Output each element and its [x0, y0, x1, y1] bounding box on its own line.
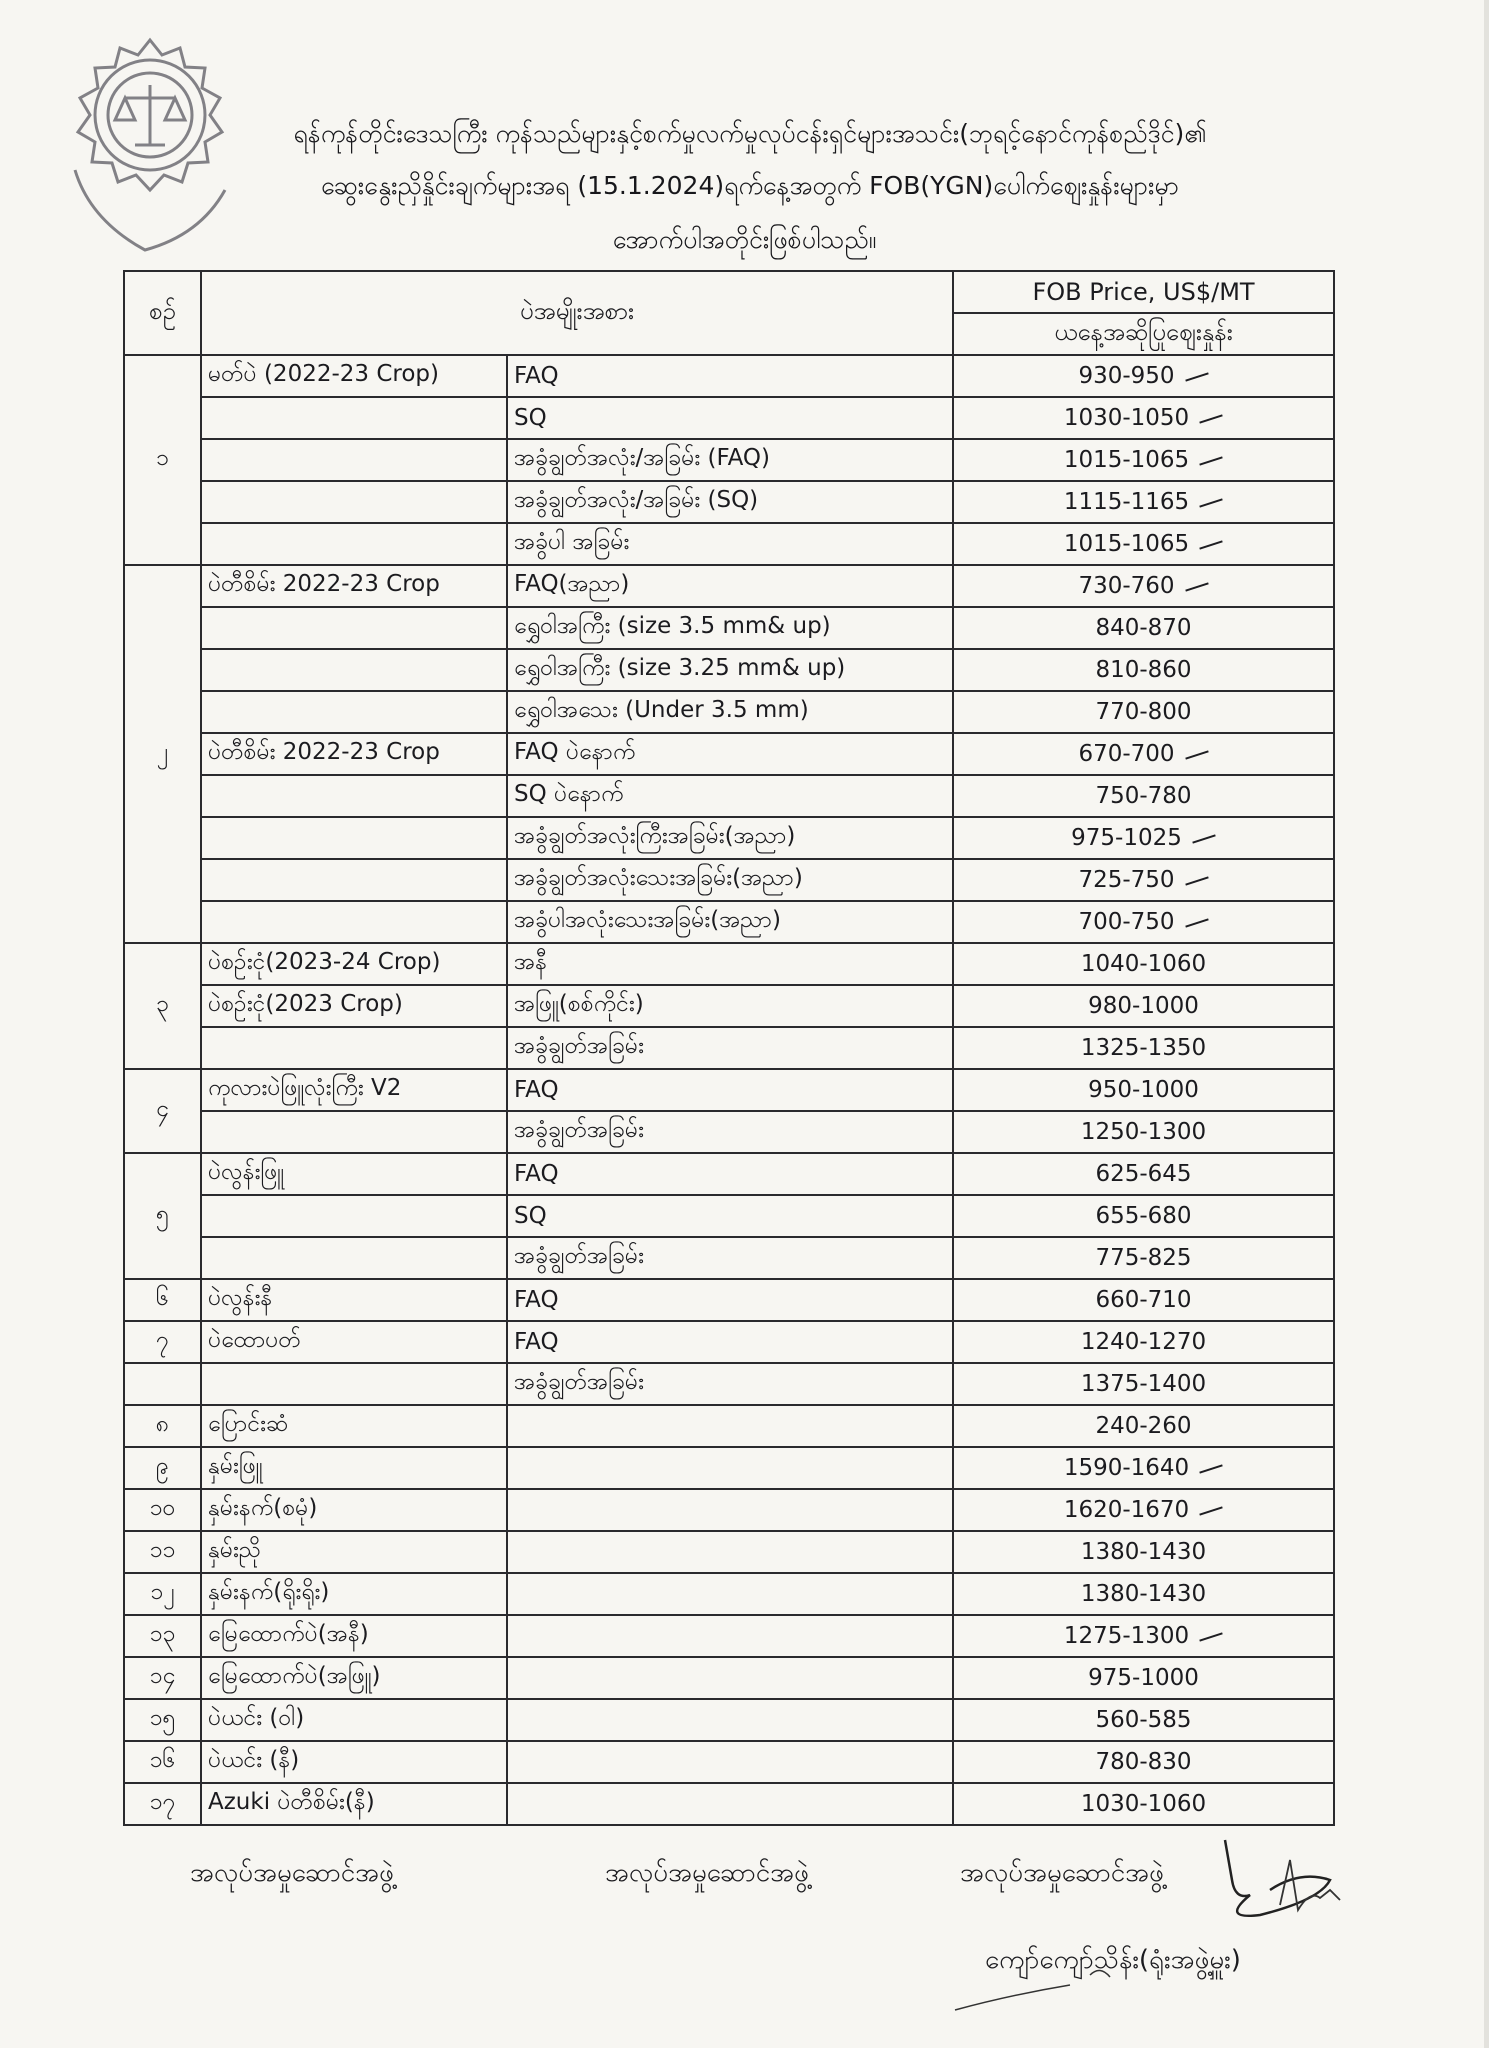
item-name: နှမ်းဖြူ	[201, 1447, 507, 1489]
handwritten-signature	[1180, 1820, 1380, 1930]
item-price-cell	[953, 607, 1334, 649]
row-number: ၂	[124, 565, 201, 943]
item-price: 1325-1350	[1080, 1035, 1207, 1061]
item-name: ပဲထောပတ်	[201, 1321, 507, 1363]
table-row	[124, 1699, 1334, 1741]
item-price-cell	[953, 1531, 1334, 1573]
item-price-cell	[953, 1363, 1334, 1405]
table-row	[124, 901, 1334, 943]
item-price: 730-760	[1078, 573, 1175, 599]
item-price: 780-830	[1095, 1749, 1192, 1775]
item-grade: ရွှေဝါအသေး (Under 3.5 mm)	[507, 691, 953, 733]
table-row	[124, 649, 1334, 691]
item-price-cell	[953, 1195, 1334, 1237]
item-name	[201, 1027, 507, 1069]
item-price-cell	[953, 523, 1334, 565]
item-price: 625-645	[1095, 1161, 1192, 1187]
col-price-subheader: ယနေ့အဆိုပြုဈေးနှုန်း	[953, 313, 1334, 355]
check-mark-icon	[1199, 1464, 1222, 1473]
item-grade	[507, 1405, 953, 1447]
item-name: ပဲတီစိမ်း 2022-23 Crop	[201, 565, 507, 607]
item-grade: အခွံပါအလုံးသေးအခြမ်း(အညာ)	[507, 901, 953, 943]
item-name: ပြောင်းဆံ	[201, 1405, 507, 1447]
item-price-cell	[953, 565, 1334, 607]
item-price-cell	[953, 397, 1334, 439]
item-name: ကုလားပဲဖြူလုံးကြီး V2	[201, 1069, 507, 1111]
item-name	[201, 481, 507, 523]
item-grade: အခွံပါ အခြမ်း	[507, 523, 953, 565]
table-row	[124, 1027, 1334, 1069]
table-row	[124, 691, 1334, 733]
signature-role-1: အလုပ်အမှုဆောင်အဖွဲ့	[190, 1858, 394, 1888]
item-price-cell	[953, 1657, 1334, 1699]
item-price-cell	[953, 1741, 1334, 1783]
row-number: ၃	[124, 943, 201, 1069]
row-number: ၁၄	[124, 1657, 201, 1699]
item-grade: FAQ	[507, 1153, 953, 1195]
item-price: 1275-1300	[1063, 1623, 1190, 1649]
col-no-header: စဉ်	[124, 271, 201, 355]
item-name	[201, 439, 507, 481]
item-name: နှမ်းနက်(ရိုးရိုး)	[201, 1573, 507, 1615]
table-row	[124, 439, 1334, 481]
check-mark-icon	[1199, 1632, 1222, 1641]
item-price: 770-800	[1095, 699, 1192, 725]
item-name: ပဲလွန်းနီ	[201, 1279, 507, 1321]
item-price: 950-1000	[1088, 1077, 1199, 1103]
table-row	[124, 1489, 1334, 1531]
check-mark-icon	[1199, 540, 1222, 549]
table-row	[124, 1741, 1334, 1783]
row-number: ၁၇	[124, 1783, 201, 1825]
table-row	[124, 1321, 1334, 1363]
item-price-cell	[953, 481, 1334, 523]
item-price-cell	[953, 1237, 1334, 1279]
table-row	[124, 775, 1334, 817]
item-name	[201, 817, 507, 859]
table-row	[124, 523, 1334, 565]
item-price: 1380-1430	[1080, 1581, 1207, 1607]
item-price-cell	[953, 1321, 1334, 1363]
item-price-cell	[953, 733, 1334, 775]
item-price: 1380-1430	[1080, 1539, 1207, 1565]
table-row	[124, 817, 1334, 859]
item-name	[201, 523, 507, 565]
item-price: 700-750	[1078, 909, 1175, 935]
item-price-cell	[953, 775, 1334, 817]
check-mark-icon	[1192, 834, 1215, 843]
item-price: 1030-1060	[1080, 1791, 1207, 1817]
page-edge	[1484, 0, 1489, 2048]
item-grade	[507, 1783, 953, 1825]
item-price-cell	[953, 859, 1334, 901]
item-price-cell	[953, 943, 1334, 985]
item-price: 1590-1640	[1063, 1455, 1190, 1481]
price-table	[123, 270, 1335, 1826]
table-header-row	[124, 271, 1334, 313]
table-row	[124, 1363, 1334, 1405]
pen-scribble	[950, 1955, 1130, 2015]
item-grade: SQ	[507, 397, 953, 439]
row-number: ၉	[124, 1447, 201, 1489]
item-price: 1040-1060	[1080, 951, 1207, 977]
item-price-cell	[953, 901, 1334, 943]
table-row	[124, 1573, 1334, 1615]
item-grade: FAQ	[507, 1069, 953, 1111]
item-name: နှမ်းညို	[201, 1531, 507, 1573]
item-name	[201, 775, 507, 817]
item-grade: အခွံချွတ်အလုံးကြီးအခြမ်း(အညာ)	[507, 817, 953, 859]
item-grade: ရွှေဝါအကြီး (size 3.5 mm& up)	[507, 607, 953, 649]
item-name: မြေထောက်ပဲ(အဖြူ)	[201, 1657, 507, 1699]
signature-role-2: အလုပ်အမှုဆောင်အဖွဲ့	[605, 1858, 809, 1888]
check-mark-icon	[1185, 750, 1208, 759]
table-row	[124, 607, 1334, 649]
item-grade: SQ	[507, 1195, 953, 1237]
check-mark-icon	[1185, 582, 1208, 591]
item-price: 670-700	[1078, 741, 1175, 767]
row-number	[124, 1363, 201, 1405]
item-name	[201, 649, 507, 691]
item-name	[201, 1195, 507, 1237]
check-mark-icon	[1199, 414, 1222, 423]
table-row	[124, 355, 1334, 397]
item-grade: FAQ	[507, 1321, 953, 1363]
item-price: 975-1025	[1071, 825, 1182, 851]
signature-role-3: အလုပ်အမှုဆောင်အဖွဲ့	[960, 1858, 1164, 1888]
signer-name: ကျော်ကျော်သိန်း(ရုံးအဖွဲ့မှူး)	[985, 1945, 1241, 1975]
table-row	[124, 1111, 1334, 1153]
item-grade: SQ ပဲနောက်	[507, 775, 953, 817]
item-name: နှမ်းနက်(စမုံ)	[201, 1489, 507, 1531]
item-name	[201, 397, 507, 439]
item-price-cell	[953, 1279, 1334, 1321]
table-row	[124, 1531, 1334, 1573]
item-name: Azuki ပဲတီစိမ်း(နီ)	[201, 1783, 507, 1825]
item-grade: အခွံချွတ်အလုံး/အခြမ်း (FAQ)	[507, 439, 953, 481]
check-mark-icon	[1185, 372, 1208, 381]
item-price-cell	[953, 355, 1334, 397]
item-price: 975-1000	[1088, 1665, 1199, 1691]
item-price: 1240-1270	[1080, 1329, 1207, 1355]
item-grade: အခွံချွတ်အခြမ်း	[507, 1237, 953, 1279]
item-price: 980-1000	[1088, 993, 1199, 1019]
table-row	[124, 1615, 1334, 1657]
item-name	[201, 1237, 507, 1279]
header-line-1: ရန်ကုန်တိုင်းဒေသကြီး ကုန်သည်များနှင့်စက်မှုလက်မှုလုပ်ငန်းရှင်များအသင်း(ဘုရင့်နောင်ကုန်စည်ဒိုင်)၏	[293, 119, 1207, 148]
table-row	[124, 1657, 1334, 1699]
table-row	[124, 943, 1334, 985]
row-number: ၁၀	[124, 1489, 201, 1531]
row-number: ၁၅	[124, 1699, 201, 1741]
row-number: ၆	[124, 1279, 201, 1321]
item-price: 1250-1300	[1080, 1119, 1207, 1145]
item-price-cell	[953, 1489, 1334, 1531]
row-number: ၁၆	[124, 1741, 201, 1783]
item-grade: အနီ	[507, 943, 953, 985]
check-mark-icon	[1185, 918, 1208, 927]
item-price: 655-680	[1095, 1203, 1192, 1229]
item-grade: FAQ	[507, 355, 953, 397]
header-line-3: အောက်ပါအတိုင်းဖြစ်ပါသည်။	[612, 225, 877, 254]
item-price: 750-780	[1095, 783, 1192, 809]
table-row	[124, 397, 1334, 439]
row-number: ၈	[124, 1405, 201, 1447]
item-price: 930-950	[1078, 363, 1175, 389]
table-row	[124, 1279, 1334, 1321]
item-price-cell	[953, 1111, 1334, 1153]
item-price: 1030-1050	[1063, 405, 1190, 431]
item-price: 1015-1065	[1063, 447, 1190, 473]
row-number: ၁၁	[124, 1531, 201, 1573]
item-name	[201, 1111, 507, 1153]
item-price-cell	[953, 1405, 1334, 1447]
table-row	[124, 1447, 1334, 1489]
item-name: ပဲယင်း (နီ)	[201, 1741, 507, 1783]
check-mark-icon	[1199, 1506, 1222, 1515]
table-row	[124, 1405, 1334, 1447]
item-price-cell	[953, 649, 1334, 691]
item-price-cell	[953, 985, 1334, 1027]
col-item-header: ပဲအမျိုးအစား	[201, 271, 953, 355]
item-price-cell	[953, 1447, 1334, 1489]
item-grade: အခွံချွတ်အလုံးသေးအခြမ်း(အညာ)	[507, 859, 953, 901]
row-number: ၁	[124, 355, 201, 565]
table-row	[124, 985, 1334, 1027]
item-grade	[507, 1531, 953, 1573]
row-number: ၇	[124, 1321, 201, 1363]
item-price: 1375-1400	[1080, 1371, 1207, 1397]
item-price-cell	[953, 439, 1334, 481]
row-number: ၁၂	[124, 1573, 201, 1615]
item-grade: အခွံချွတ်အခြမ်း	[507, 1111, 953, 1153]
item-price-cell	[953, 691, 1334, 733]
table-row	[124, 1069, 1334, 1111]
item-price: 840-870	[1095, 615, 1192, 641]
item-price-cell	[953, 1027, 1334, 1069]
row-number: ၅	[124, 1153, 201, 1279]
check-mark-icon	[1199, 456, 1222, 465]
table-row	[124, 481, 1334, 523]
item-price: 810-860	[1095, 657, 1192, 683]
item-grade	[507, 1489, 953, 1531]
item-grade: FAQ(အညာ)	[507, 565, 953, 607]
item-name: ပဲလွန်းဖြူ	[201, 1153, 507, 1195]
item-price-cell	[953, 1069, 1334, 1111]
item-name	[201, 1363, 507, 1405]
item-grade	[507, 1573, 953, 1615]
item-price-cell	[953, 1573, 1334, 1615]
check-mark-icon	[1199, 498, 1222, 507]
row-number: ၄	[124, 1069, 201, 1153]
item-grade: အခွံချွတ်အလုံး/အခြမ်း (SQ)	[507, 481, 953, 523]
item-price: 775-825	[1095, 1245, 1192, 1271]
item-name: မြေထောက်ပဲ(အနီ)	[201, 1615, 507, 1657]
item-grade	[507, 1657, 953, 1699]
item-name	[201, 859, 507, 901]
item-grade	[507, 1699, 953, 1741]
item-price-cell	[953, 817, 1334, 859]
item-price-cell	[953, 1153, 1334, 1195]
item-name: မတ်ပဲ (2022-23 Crop)	[201, 355, 507, 397]
item-grade	[507, 1615, 953, 1657]
item-price: 1115-1165	[1063, 489, 1190, 515]
item-price-cell	[953, 1615, 1334, 1657]
table-row	[124, 859, 1334, 901]
col-price-header: FOB Price, US$/MT	[953, 271, 1334, 313]
item-grade	[507, 1447, 953, 1489]
check-mark-icon	[1185, 876, 1208, 885]
row-number: ၁၃	[124, 1615, 201, 1657]
item-grade	[507, 1741, 953, 1783]
item-price: 240-260	[1095, 1413, 1192, 1439]
item-grade: ရွှေဝါအကြီး (size 3.25 mm& up)	[507, 649, 953, 691]
item-price: 1620-1670	[1063, 1497, 1190, 1523]
item-name	[201, 607, 507, 649]
item-name: ပဲတီစိမ်း 2022-23 Crop	[201, 733, 507, 775]
table-row	[124, 565, 1334, 607]
item-grade: FAQ ပဲနောက်	[507, 733, 953, 775]
item-price: 725-750	[1078, 867, 1175, 893]
table-row	[124, 1195, 1334, 1237]
table-row	[124, 733, 1334, 775]
item-price-cell	[953, 1783, 1334, 1825]
item-grade: အခွံချွတ်အခြမ်း	[507, 1363, 953, 1405]
item-grade: အဖြူ(စစ်ကိုင်း)	[507, 985, 953, 1027]
item-price: 560-585	[1095, 1707, 1192, 1733]
item-price: 1015-1065	[1063, 531, 1190, 557]
item-name: ပဲယင်း (ဝါ)	[201, 1699, 507, 1741]
item-grade: FAQ	[507, 1279, 953, 1321]
item-name	[201, 901, 507, 943]
item-grade: အခွံချွတ်အခြမ်း	[507, 1027, 953, 1069]
header-line-2: ဆွေးနွေးညှိနှိုင်းချက်များအရ (15.1.2024)ရက်နေ့အတွက် FOB(YGN)ပေါက်ဈေးနှုန်းများမှာ	[321, 171, 1179, 200]
table-row	[124, 1783, 1334, 1825]
item-name: ပဲစဉ်းငုံ(2023-24 Crop)	[201, 943, 507, 985]
table-row	[124, 1153, 1334, 1195]
item-price: 660-710	[1095, 1287, 1192, 1313]
item-name	[201, 691, 507, 733]
table-row	[124, 1237, 1334, 1279]
item-name: ပဲစဉ်းငုံ(2023 Crop)	[201, 985, 507, 1027]
item-price-cell	[953, 1699, 1334, 1741]
